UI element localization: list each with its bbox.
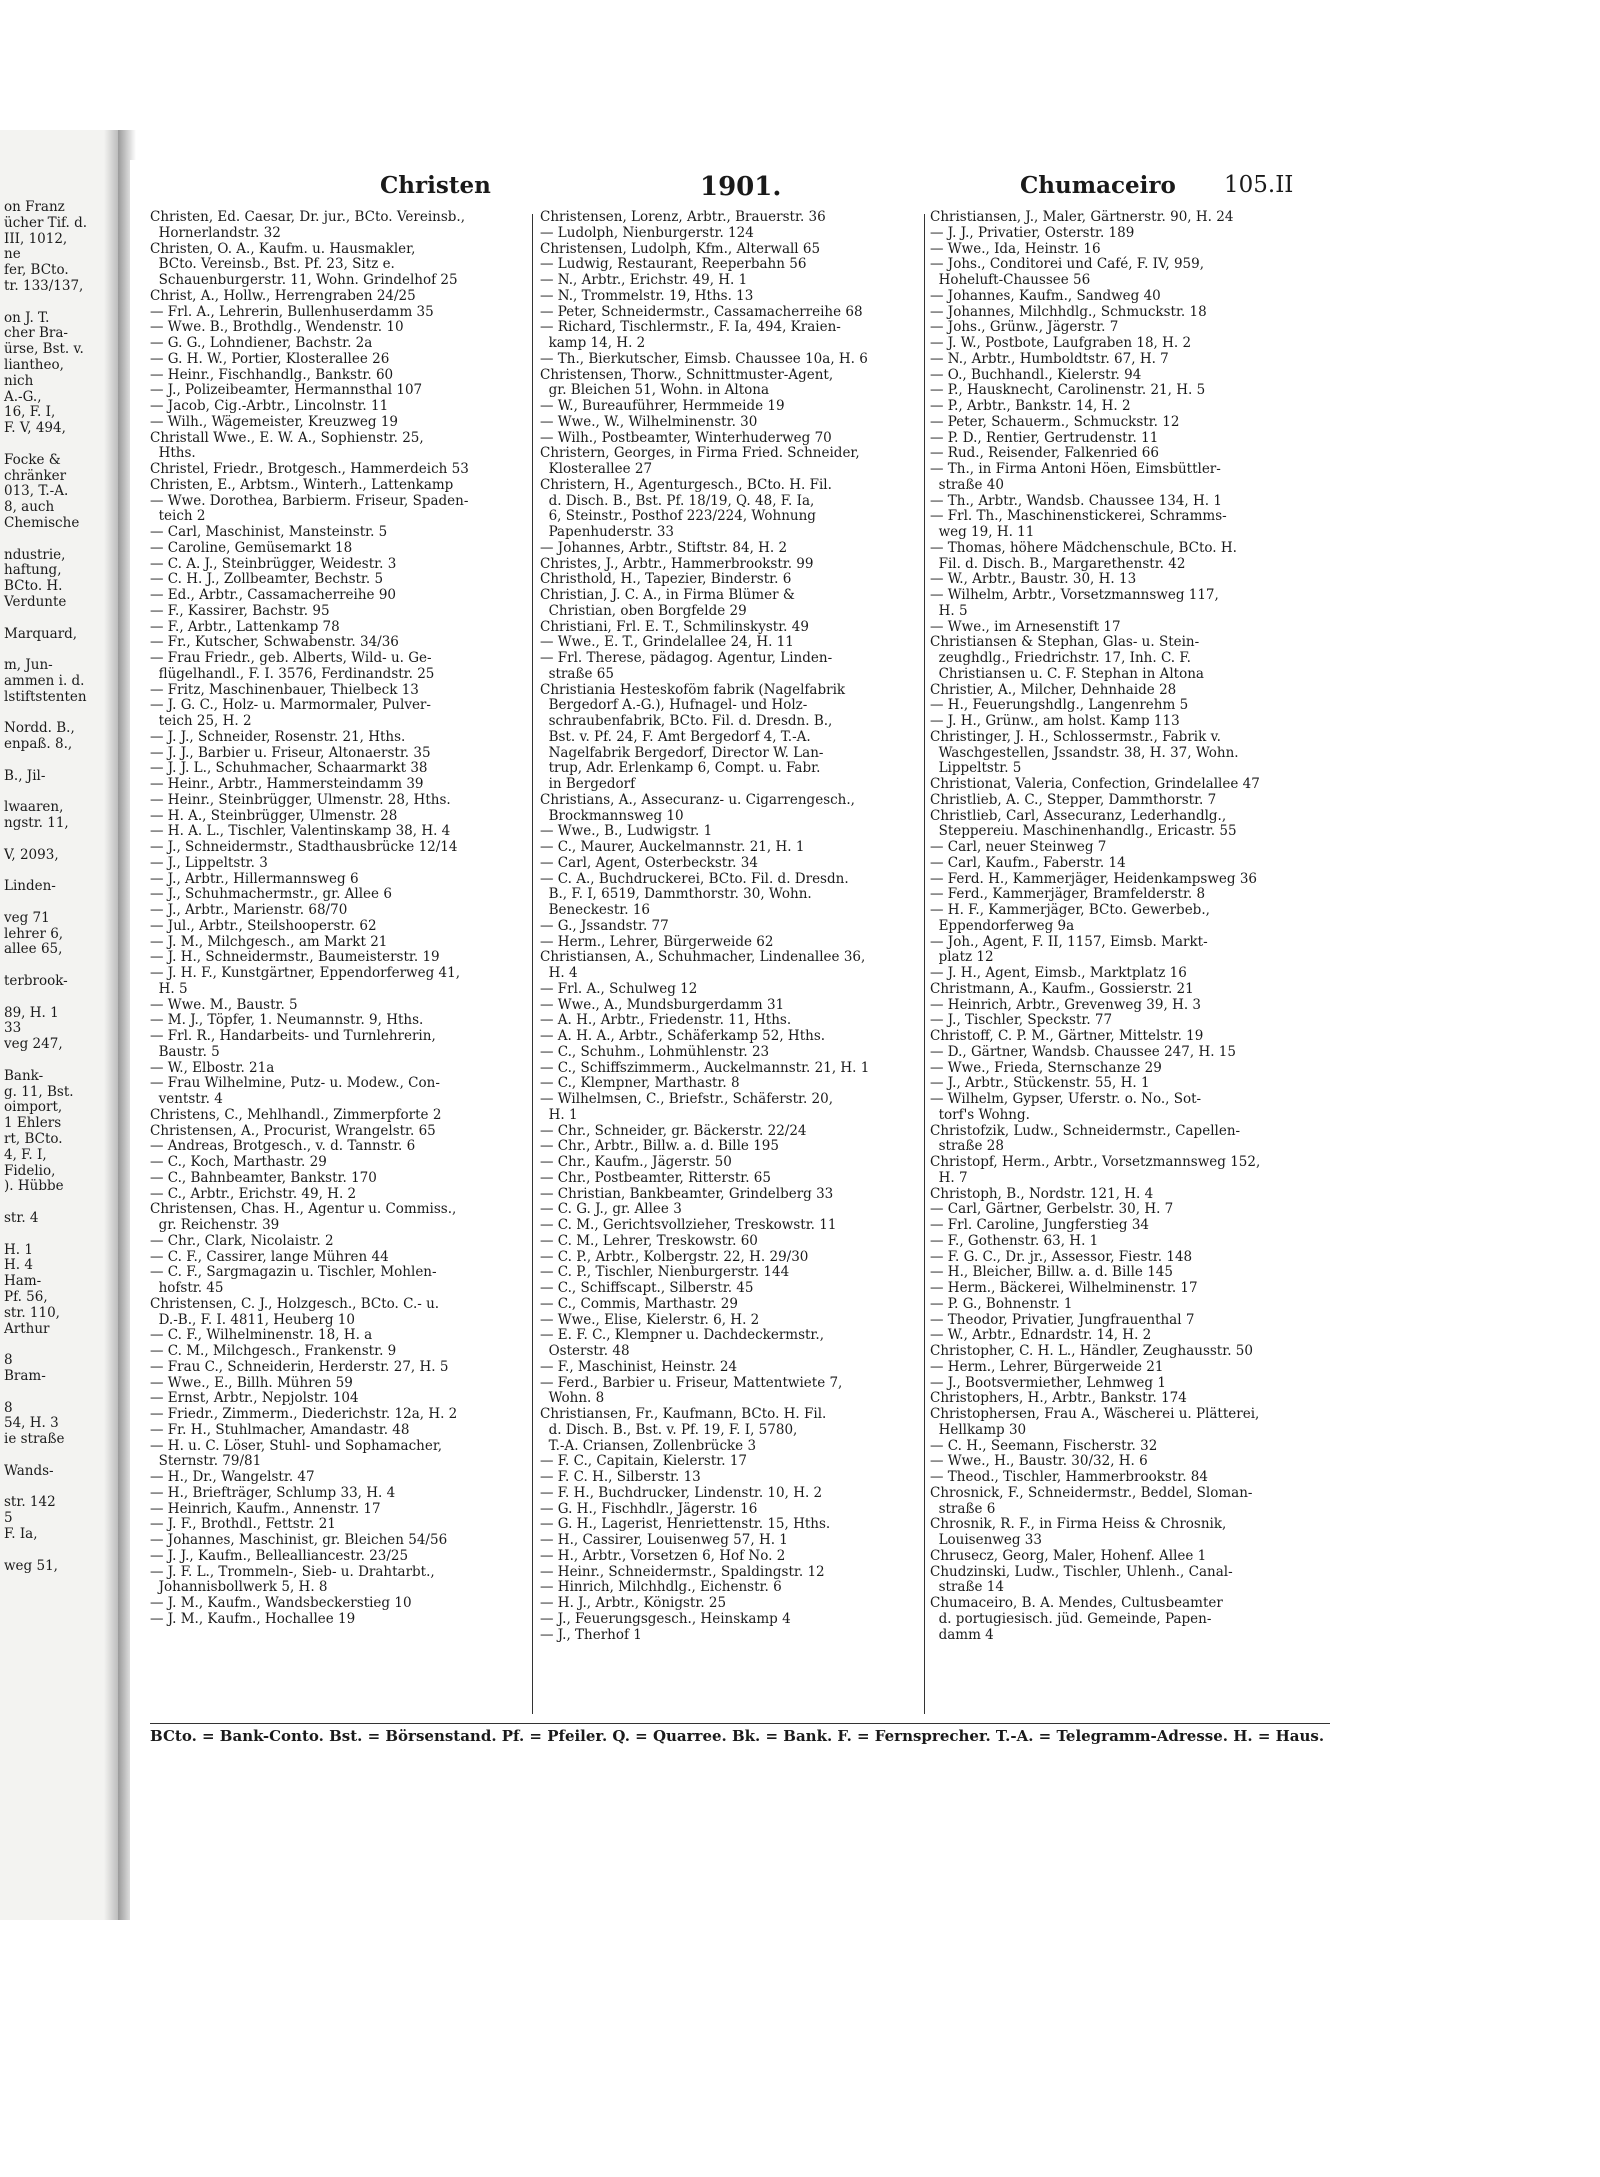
directory-entry-line: — J. H., Schneidermstr., Baumeisterstr. 19 [150, 949, 440, 966]
directory-entry-line: — Thomas, höhere Mädchenschule, BCto. H. [930, 539, 1237, 556]
directory-entry-line: — Wilh., Postbeamter, Winterhuderweg 70 [540, 429, 832, 446]
directory-entry-line: — H. A. L., Tischler, Valentinskamp 38, H. 4 [150, 823, 451, 840]
directory-entry-line: — Chr., Clark, Nicolaistr. 2 [150, 1232, 334, 1249]
directory-entry-line: — J., Lippeltstr. 3 [150, 854, 268, 871]
directory-entry-line: Wohn. 8 [540, 1390, 605, 1407]
directory-entry-line: — F., Kassirer, Bachstr. 95 [150, 602, 330, 619]
directory-entry-line: — Herm., Lehrer, Bürgerweide 62 [540, 933, 774, 950]
facing-page-text: on Franz ücher Tif. d. III, 1012, ne fer, BCto. tr. 133/137, on J. T. cher Bra- ürse, Bst. v. liantheo, nich A.-G., 16, F. I, F. V, 494, Focke & chränker 013, T.-A. 8, auch Chemische ndustrie, haftung, BCto. H. Verdunte Marquard, m, Jun- ammen i. d. lstiftstenten Nordd. B., enpaß. 8., B., Jil- lwaaren, ngstr. 11, V, 2093, Linden- veg 71 lehrer 6, allee 65, terbrook- 89, H. 1 33 veg 247, Bank- g. 11, Bst. oimport, 1 Ehlers rt, BCto. 4, F. I, Fidelio, ). Hübbe str. 4 H. 1 H. 4 Ham- Pf. 56, str. 110, Arthur 8 Bram- 8 54, H. 3 ie straße Wands- str. 142 5 F. Ia, weg 51, [4, 199, 88, 1574]
directory-entry-line: — C. A. J., Steinbrügger, Weidestr. 3 [150, 555, 397, 572]
directory-entry-line: — F., Arbtr., Lattenkamp 78 [150, 618, 340, 635]
directory-entry-line: Christensen, Ludolph, Kfm., Alterwall 65 [540, 240, 821, 257]
header-left-keyword: Christen [380, 172, 491, 199]
directory-entry-line: — C. P., Tischler, Nienburgerstr. 144 [540, 1264, 790, 1281]
directory-entry-line: — J., Schneidermstr., Stadthausbrücke 12/14 [150, 839, 458, 855]
directory-entry-line: — J. W., Postbote, Laufgraben 18, H. 2 [930, 335, 1192, 351]
directory-entry-line: teich 2 [150, 508, 206, 525]
directory-entry-line: Christensen, Chas. H., Agentur u. Commiss., [150, 1201, 457, 1218]
directory-entry-line: — W., Arbtr., Baustr. 30, H. 13 [930, 571, 1137, 588]
directory-entry-line: platz 12 [930, 949, 994, 966]
directory-entry-line: Christensen, A., Procurist, Wrangelstr. 65 [150, 1122, 436, 1139]
header-year: 1901. [700, 172, 782, 202]
directory-entry-line: — Frl. Caroline, Jungferstieg 34 [930, 1217, 1150, 1233]
directory-entry-line: — Wwe. Dorothea, Barbierm. Friseur, Spaden- [150, 492, 469, 509]
directory-entry-line: Bergedorf A.-G.), Hufnagel- und Holz- [540, 697, 808, 714]
directory-entry-line: Eppendorferweg 9a [930, 917, 1075, 934]
directory-entry-line: — C., Schiffscapt., Silberstr. 45 [540, 1280, 754, 1296]
directory-entry-line: — P. G., Bohnenstr. 1 [930, 1295, 1073, 1312]
directory-entry-line: — J., Arbtr., Stückenstr. 55, H. 1 [930, 1075, 1150, 1092]
directory-entry-line: — Th., Arbtr., Wandsb. Chaussee 134, H. 1 [930, 492, 1222, 509]
directory-entry-line: Baustr. 5 [150, 1043, 220, 1060]
page-number: 105.II [1224, 172, 1294, 198]
directory-entry-line: — Frl. Therese, pädagog. Agentur, Linden- [540, 650, 833, 666]
directory-entry-line: — Wwe., E., Billh. Mühren 59 [150, 1374, 353, 1391]
directory-entry-line: — J. H. F., Kunstgärtner, Eppendorferweg 41, [150, 965, 460, 981]
directory-entry-line: H. 5 [930, 602, 968, 619]
directory-entry-line: — C., Arbtr., Erichstr. 49, H. 2 [150, 1185, 357, 1202]
directory-entry-line: — Ed., Arbtr., Cassamacherreihe 90 [150, 587, 397, 603]
directory-entry-line: — J., Tischler, Speckstr. 77 [930, 1012, 1113, 1029]
directory-entry-line: — C. G. J., gr. Allee 3 [540, 1201, 682, 1218]
directory-entry-line: — Ferd., Barbier u. Friseur, Mattentwiete 7, [540, 1374, 843, 1391]
directory-entry-line: — F., Gothenstr. 63, H. 1 [930, 1232, 1099, 1249]
directory-entry-line: — J. J., Privatier, Osterstr. 189 [930, 224, 1135, 241]
directory-entry-line: — Wilhelmsen, C., Briefstr., Schäferstr. 20, [540, 1091, 834, 1107]
directory-entry-line: Christen, Ed. Caesar, Dr. jur., BCto. Vereinsb., [150, 210, 465, 225]
directory-entry-line: Klosterallee 27 [540, 461, 653, 477]
directory-entry-line: Christier, A., Milcher, Dehnhaide 28 [930, 681, 1177, 698]
directory-entry-line: straße 6 [930, 1500, 996, 1517]
directory-entry-line: — N., Trommelstr. 19, Hths. 13 [540, 287, 754, 304]
directory-entry-line: Christlieb, Carl, Assecuranz, Lederhandlg., [930, 807, 1227, 824]
directory-entry-line: — Heinr., Schneidermstr., Spaldingstr. 12 [540, 1563, 825, 1580]
directory-entry-line: — F. H., Buchdrucker, Lindenstr. 10, H. 2 [540, 1484, 823, 1501]
directory-entry-line: in Bergedorf [540, 776, 636, 792]
directory-entry-line: — G. H. W., Portier, Klosterallee 26 [150, 350, 390, 367]
directory-entry-line: Chudzinski, Ludw., Tischler, Uhlenh., Canal- [930, 1563, 1233, 1580]
directory-entry-line: — Joh., Agent, F. II, 1157, Eimsb. Markt- [930, 933, 1208, 950]
directory-entry-line: Christlieb, A. C., Stepper, Dammthorstr. 7 [930, 791, 1217, 808]
directory-entry-line: — H. A., Steinbrügger, Ulmenstr. 28 [150, 807, 398, 824]
directory-entry-line: — C., Klempner, Marthastr. 8 [540, 1075, 740, 1092]
directory-entry-line: — C., Commis, Marthastr. 29 [540, 1295, 738, 1312]
directory-entry-line: weg 19, H. 11 [930, 524, 1035, 540]
directory-entry-line: — C., Koch, Marthastr. 29 [150, 1154, 327, 1170]
directory-entry-line: Christern, Georges, in Firma Fried. Schneider, [540, 445, 860, 462]
directory-entry-line: Christopf, Herm., Arbtr., Vorsetzmannsweg 152, [930, 1154, 1261, 1170]
directory-entry-line: — Carl, Gärtner, Gerbelstr. 30, H. 7 [930, 1201, 1174, 1218]
directory-entry-line: Louisenweg 33 [930, 1532, 1042, 1548]
directory-entry-line: — N., Arbtr., Humboldtstr. 67, H. 7 [930, 350, 1169, 367]
directory-entry-line: flügelhandl., F. I. 3576, Ferdinandstr. 25 [150, 665, 435, 682]
directory-entry-line: — P., Hausknecht, Carolinenstr. 21, H. 5 [930, 382, 1206, 399]
directory-entry-line: Sternstr. 79/81 [150, 1453, 262, 1470]
directory-entry-line: — Wwe., Frieda, Sternschanze 29 [930, 1059, 1162, 1076]
directory-entry-line: Christophersen, Frau A., Wäscherei u. Plätterei, [930, 1406, 1260, 1422]
directory-entry-line: H. 4 [540, 965, 578, 981]
directory-entry-line: — J., Arbtr., Marienstr. 68/70 [150, 902, 348, 918]
directory-entry-line: Lippeltstr. 5 [930, 760, 1022, 777]
directory-entry-line: — Johannes, Arbtr., Stiftstr. 84, H. 2 [540, 539, 788, 556]
directory-entry-line: Brockmannsweg 10 [540, 807, 684, 824]
directory-entry-line: Christopher, C. H. L., Händler, Zeughausstr. 50 [930, 1343, 1253, 1359]
directory-entry-line: — J. F. L., Trommeln-, Sieb- u. Drahtarbt., [150, 1563, 435, 1580]
directory-entry-line: straße 65 [540, 665, 614, 682]
directory-entry-line: — Wwe., Elise, Kielerstr. 6, H. 2 [540, 1311, 760, 1328]
directory-entry-line: — Wilhelm, Gypser, Uferstr. o. No., Sot- [930, 1091, 1202, 1107]
directory-entry-line: — Herm., Lehrer, Bürgerweide 21 [930, 1358, 1164, 1375]
directory-entry-line: — Frl. R., Handarbeits- und Turnlehrerin, [150, 1028, 436, 1044]
directory-entry-line: Steppereiu. Maschinenhandlg., Ericastr. 55 [930, 823, 1237, 840]
directory-entry-line: — F., Maschinist, Heinstr. 24 [540, 1358, 738, 1375]
directory-entry-line: — Wwe., B., Ludwigstr. 1 [540, 823, 713, 840]
directory-entry-line: — Wwe., Ida, Heinstr. 16 [930, 240, 1101, 257]
directory-entry-line: — Chr., Kaufm., Jägerstr. 50 [540, 1154, 732, 1170]
directory-entry-line: — C., Maurer, Auckelmannstr. 21, H. 1 [540, 839, 805, 855]
directory-page [130, 160, 1340, 1930]
directory-entry-line: — Th., in Firma Antoni Höen, Eimsbüttler- [930, 461, 1221, 477]
directory-entry-line: — J. M., Kaufm., Wandsbeckerstieg 10 [150, 1595, 412, 1611]
directory-entry-line: Schauenburgerstr. 11, Wohn. Grindelhof 25 [150, 272, 458, 288]
directory-entry-line: — C. A., Buchdruckerei, BCto. Fil. d. Dresdn. [540, 870, 849, 887]
directory-entry-line: trup, Adr. Erlenkamp 6, Compt. u. Fabr. [540, 760, 821, 777]
directory-entry-line: Johannisbollwerk 5, H. 8 [150, 1579, 328, 1596]
directory-entry-line: Christens, C., Mehlhandl., Zimmerpforte 2 [150, 1106, 442, 1123]
directory-entry-line: B., F. I, 6519, Dammthorstr. 30, Wohn. [540, 886, 812, 903]
directory-entry-line: damm 4 [930, 1626, 994, 1643]
directory-entry-line: Christiansen u. C. F. Stephan in Altona [930, 665, 1204, 682]
directory-entry-line: Christel, Friedr., Brotgesch., Hammerdeich 53 [150, 461, 469, 477]
abbreviation-legend: BCto. = Bank-Conto. Bst. = Börsenstand. Pf. = Pfeiler. Q. = Quarree. Bk. = Bank. F. = Fernsprecher. T.-A. = Telegramm-Adresse. H. = Haus. [150, 1723, 1330, 1745]
directory-entry-line: Chrosnik, R. F., in Firma Heiss & Chrosnik, [930, 1516, 1227, 1533]
directory-entry-line: — Wilh., Wägemeister, Kreuzweg 19 [150, 413, 399, 430]
directory-entry-line: — J., Schuhmachermstr., gr. Allee 6 [150, 886, 392, 903]
directory-entry-line: Christen, E., Arbtsm., Winterh., Lattenkamp [150, 476, 454, 493]
directory-entry-line: Christiansen, A., Schuhmacher, Lindenallee 36, [540, 949, 866, 966]
directory-entry-line: Christians, A., Assecuranz- u. Cigarrengesch., [540, 791, 855, 808]
directory-entry-line: H. 1 [540, 1106, 578, 1123]
directory-entry-line: — C. H., Seemann, Fischerstr. 32 [930, 1437, 1158, 1454]
directory-entry-line: — Chr., Postbeamter, Ritterstr. 65 [540, 1169, 771, 1186]
directory-entry-line: — Friedr., Zimmerm., Diederichstr. 12a, H. 2 [150, 1406, 458, 1422]
directory-entry-line: — Heinrich, Kaufm., Annenstr. 17 [150, 1500, 381, 1517]
directory-entry-line: — P. D., Rentier, Gertrudenstr. 11 [930, 429, 1159, 446]
directory-entry-line: Christiansen, J., Maler, Gärtnerstr. 90, H. 24 [930, 210, 1234, 225]
directory-entry-line: — J., Polizeibeamter, Hermannsthal 107 [150, 382, 423, 399]
directory-entry-line: Christall Wwe., E. W. A., Sophienstr. 25, [150, 429, 424, 446]
directory-entry-line: — J., Bootsvermiether, Lehmweg 1 [930, 1374, 1166, 1391]
directory-entry-line: — H., Arbtr., Vorsetzen 6, Hof No. 2 [540, 1547, 786, 1564]
directory-entry-line: — Frl. A., Schulweg 12 [540, 980, 698, 997]
directory-entry-line: Chumaceiro, B. A. Mendes, Cultusbeamter [930, 1595, 1223, 1611]
directory-entry-line: Christoff, C. P. M., Gärtner, Mittelstr. 19 [930, 1028, 1204, 1044]
directory-entry-line: — C. M., Gerichtsvollzieher, Treskowstr. 11 [540, 1217, 837, 1233]
directory-entry-line: — J. F., Brothdl., Fettstr. 21 [150, 1516, 336, 1533]
directory-entry-line: — J. J., Kaufm., Bellealliancestr. 23/25 [150, 1547, 409, 1564]
directory-entry-line: — D., Gärtner, Wandsb. Chaussee 247, H. 15 [930, 1043, 1236, 1060]
directory-entry-line: Christofzik, Ludw., Schneidermstr., Capellen- [930, 1122, 1241, 1139]
directory-entry-line: D.-B., F. I. 4811, Heuberg 10 [150, 1311, 355, 1328]
directory-entry-line: — J., Therhof 1 [540, 1626, 642, 1643]
directory-entry-line: — Andreas, Brotgesch., v. d. Tannstr. 6 [150, 1138, 416, 1155]
directory-entry-line: — Frl. A., Lehrerin, Bullenhuserdamm 35 [150, 303, 434, 320]
header-right-keyword: Chumaceiro [1020, 172, 1176, 199]
directory-entry-line: — Wwe., E. T., Grindelallee 24, H. 11 [540, 634, 794, 651]
directory-entry-line: — Carl, neuer Steinweg 7 [930, 839, 1107, 855]
directory-entry-line: Hoheluft-Chaussee 56 [930, 272, 1091, 288]
directory-entry-line: Osterstr. 48 [540, 1343, 630, 1359]
directory-entry-line: Christian, J. C. A., in Firma Blümer & [540, 587, 795, 603]
directory-entry-line: — Wwe., im Arnesenstift 17 [930, 618, 1121, 635]
directory-entry-line: — Theodor, Privatier, Jungfrauenthal 7 [930, 1311, 1195, 1328]
directory-entry-line: — G., Jssandstr. 77 [540, 917, 669, 934]
directory-entry-line: — C. M., Lehrer, Treskowstr. 60 [540, 1232, 758, 1249]
directory-entry-line: Christhold, H., Tapezier, Binderstr. 6 [540, 571, 792, 588]
directory-entry-line: d. portugiesisch. jüd. Gemeinde, Papen- [930, 1610, 1212, 1627]
directory-entry-line: Christophers, H., Arbtr., Bankstr. 174 [930, 1390, 1187, 1407]
directory-entry-line: — Richard, Tischlermstr., F. Ia, 494, Kraien- [540, 319, 841, 336]
directory-entry-line: — Wilhelm, Arbtr., Vorsetzmannsweg 117, [930, 587, 1219, 603]
directory-entry-line: — W., Elbostr. 21a [150, 1059, 275, 1076]
directory-entry-line: Christmann, A., Kaufm., Gossierstr. 21 [930, 980, 1194, 997]
directory-entry-line: Christoph, B., Nordstr. 121, H. 4 [930, 1185, 1154, 1202]
directory-entry-line: — H., Bleicher, Billw. a. d. Bille 145 [930, 1264, 1173, 1281]
directory-entry-line: — Jacob, Cig.-Arbtr., Lincolnstr. 11 [150, 398, 389, 414]
directory-entry-line: — Fr. H., Stuhlmacher, Amandastr. 48 [150, 1421, 410, 1438]
directory-entry-line: — Frau Friedr., geb. Alberts, Wild- u. Ge- [150, 650, 432, 666]
directory-entry-line: — H. u. C. Löser, Stuhl- und Sophamacher, [150, 1437, 443, 1454]
directory-entry-line: — J. J., Barbier u. Friseur, Altonaerstr. 35 [150, 744, 431, 761]
directory-entry-line: — C. F., Cassirer, lange Mühren 44 [150, 1248, 389, 1265]
directory-entry-line: T.-A. Criansen, Zollenbrücke 3 [540, 1437, 757, 1454]
directory-entry-line: straße 28 [930, 1138, 1004, 1155]
directory-entry-line: Bst. v. Pf. 24, F. Amt Bergedorf 4, T.-A. [540, 728, 811, 745]
directory-entry-line: — Christian, Bankbeamter, Grindelberg 33 [540, 1185, 834, 1202]
directory-entry-line: — Ludolph, Nienburgerstr. 124 [540, 224, 754, 241]
directory-entry-line: — Heinrich, Arbtr., Grevenweg 39, H. 3 [930, 996, 1202, 1013]
directory-entry-line: — Carl, Kaufm., Faberstr. 14 [930, 854, 1126, 871]
directory-entry-line: zeughdlg., Friedrichstr. 17, Inh. C. F. [930, 650, 1191, 666]
directory-entry-line: Christionat, Valeria, Confection, Grindelallee 47 [930, 776, 1260, 792]
directory-entry-line: — Peter, Schneidermstr., Cassamacherreihe 68 [540, 303, 863, 320]
directory-entry-line: Christinger, J. H., Schlossermstr., Fabrik v. [930, 728, 1221, 745]
directory-entry-line: Christensen, C. J., Holzgesch., BCto. C.- u. [150, 1295, 440, 1312]
directory-entry-line: Christensen, Lorenz, Arbtr., Brauerstr. 36 [540, 210, 826, 225]
directory-entry-line: — Frl. Th., Maschinenstickerei, Schramms- [930, 508, 1227, 525]
directory-entry-line: — W., Arbtr., Ednardstr. 14, H. 2 [930, 1327, 1152, 1344]
directory-entry-line: — J. H., Grünw., am holst. Kamp 113 [930, 713, 1180, 729]
directory-entry-line: — J. J., Schneider, Rosenstr. 21, Hths. [150, 728, 406, 745]
directory-entry-line: — N., Arbtr., Erichstr. 49, H. 1 [540, 272, 748, 288]
directory-entry-line: — M. J., Töpfer, 1. Neumannstr. 9, Hths. [150, 1012, 424, 1029]
directory-entry-line: — C. F., Sargmagazin u. Tischler, Mohlen- [150, 1264, 437, 1281]
directory-entry-line: H. 5 [150, 980, 188, 997]
directory-entry-line: — Heinr., Arbtr., Hammersteindamm 39 [150, 776, 424, 792]
directory-entry-line: Christern, H., Agenturgesch., BCto. H. Fil. [540, 476, 832, 493]
directory-entry-line: Christiansen, Fr., Kaufmann, BCto. H. Fil. [540, 1406, 827, 1422]
directory-entry-line: Christen, O. A., Kaufm. u. Hausmakler, [150, 240, 416, 257]
directory-entry-line: — G. G., Lohndiener, Bachstr. 2a [150, 335, 373, 351]
directory-entry-line: straße 40 [930, 476, 1004, 493]
directory-entry-line: Chrosnick, F., Schneidermstr., Beddel, Sloman- [930, 1484, 1253, 1501]
directory-entry-line: — C. F., Wilhelminenstr. 18, H. a [150, 1327, 373, 1344]
directory-entry-line: Christ, A., Hollw., Herrengraben 24/25 [150, 287, 416, 304]
page-gutter [104, 130, 118, 1920]
directory-entry-line: — Carl, Agent, Osterbeckstr. 34 [540, 854, 758, 871]
directory-entry-line: gr. Bleichen 51, Wohn. in Altona [540, 382, 770, 399]
directory-entry-line: — F. G. C., Dr. jr., Assessor, Fiestr. 148 [930, 1248, 1193, 1265]
directory-entry-line: teich 25, H. 2 [150, 713, 252, 729]
directory-entry-line: — P., Arbtr., Bankstr. 14, H. 2 [930, 398, 1131, 414]
directory-entry-line: — J., Feuerungsgesch., Heinskamp 4 [540, 1610, 791, 1627]
directory-entry-line: Papenhuderstr. 33 [540, 524, 674, 540]
directory-entry-line: — Caroline, Gemüsemarkt 18 [150, 539, 353, 556]
directory-entry-line: — F. C., Capitain, Kielerstr. 17 [540, 1453, 748, 1470]
directory-entry-line: — Frau Wilhelmine, Putz- u. Modew., Con- [150, 1075, 440, 1092]
directory-entry-line: d. Disch. B., Bst. v. Pf. 19, F. I, 5780, [540, 1421, 798, 1438]
directory-entry-line: — H. J., Arbtr., Königstr. 25 [540, 1595, 727, 1611]
column-divider [532, 214, 533, 1714]
directory-entry-line: schraubenfabrik, BCto. Fil. d. Dresdn. B., [540, 713, 833, 729]
directory-entry-line: hofstr. 45 [150, 1280, 224, 1296]
directory-entry-line: — E. F. C., Klempner u. Dachdeckermstr., [540, 1327, 824, 1344]
directory-entry-line: — Ferd., Kammerjäger, Bramfelderstr. 8 [930, 886, 1206, 903]
directory-entry-line: Christiania Hesteskoföm fabrik (Nagelfabrik [540, 681, 846, 698]
directory-entry-line: — Wwe. B., Brothdlg., Wendenstr. 10 [150, 319, 404, 336]
directory-entry-line: Christiansen & Stephan, Glas- u. Stein- [930, 634, 1200, 651]
directory-entry-line: — C. P., Arbtr., Kolbergstr. 22, H. 29/30 [540, 1248, 809, 1265]
directory-entry-line: — Wwe. M., Baustr. 5 [150, 996, 298, 1013]
directory-entry-line: torf's Wohng. [930, 1106, 1030, 1123]
directory-entry-line: — Peter, Schauerm., Schmuckstr. 12 [930, 413, 1180, 430]
directory-entry-line: — Johannes, Milchhdlg., Schmuckstr. 18 [930, 303, 1207, 320]
directory-entry-line: — J. J. L., Schuhmacher, Schaarmarkt 38 [150, 760, 428, 777]
directory-entry-line: — Rud., Reisender, Falkenried 66 [930, 445, 1159, 462]
directory-entry-line: — Hinrich, Milchhdlg., Eichenstr. 6 [540, 1579, 782, 1596]
directory-entry-line: Christensen, Thorw., Schnittmuster-Agent, [540, 366, 834, 383]
directory-entry-line: — Heinr., Steinbrügger, Ulmenstr. 28, Hths. [150, 791, 451, 808]
directory-entry-line: — J. M., Kaufm., Hochallee 19 [150, 1610, 356, 1627]
directory-entry-line: Hornerlandstr. 32 [150, 224, 281, 241]
directory-entry-line: — Johs., Grünw., Jägerstr. 7 [930, 319, 1119, 336]
directory-entry-line: Nagelfabrik Bergedorf, Director W. Lan- [540, 744, 824, 761]
directory-entry-line: — Theod., Tischler, Hammerbrookstr. 84 [930, 1469, 1208, 1485]
directory-entry-line: Christian, oben Borgfelde 29 [540, 602, 747, 619]
directory-entry-line: BCto. Vereinsb., Bst. Pf. 23, Sitz e. [150, 256, 395, 273]
directory-entry-line: — C. M., Milchgesch., Frankenstr. 9 [150, 1343, 397, 1359]
directory-entry-line: — Johannes, Kaufm., Sandweg 40 [930, 287, 1161, 304]
directory-entry-line: — Heinr., Fischhandlg., Bankstr. 60 [150, 366, 394, 383]
column-divider [924, 214, 925, 1714]
directory-entry-line: — F. C. H., Silberstr. 13 [540, 1469, 701, 1485]
directory-entry-line: — J., Arbtr., Hillermannsweg 6 [150, 870, 359, 887]
directory-entry-line: — Wwe., A., Mundsburgerdamm 31 [540, 996, 785, 1013]
directory-entry-line: — Johs., Conditorei und Café, F. IV, 959, [930, 256, 1205, 273]
directory-entry-line: Fil. d. Disch. B., Margarethenstr. 42 [930, 555, 1186, 572]
directory-entry-line: — Ludwig, Restaurant, Reeperbahn 56 [540, 256, 807, 273]
directory-entry-line: — J. M., Milchgesch., am Markt 21 [150, 933, 388, 950]
directory-entry-line: — A. H. A., Arbtr., Schäferkamp 52, Hths. [540, 1028, 826, 1044]
directory-entry-line: straße 14 [930, 1579, 1004, 1596]
directory-entry-line: — H., Dr., Wangelstr. 47 [150, 1469, 315, 1485]
directory-entry-line: Waschgestellen, Jssandstr. 38, H. 37, Wohn. [930, 744, 1239, 761]
directory-entry-line: — H., Briefträger, Schlump 33, H. 4 [150, 1484, 396, 1501]
directory-entry-line: — Fritz, Maschinenbauer, Thielbeck 13 [150, 681, 419, 698]
directory-column-3 [930, 210, 1330, 1720]
directory-entry-line: — H., Cassirer, Louisenweg 57, H. 1 [540, 1532, 788, 1548]
directory-entry-line: — Ernst, Arbtr., Nepjolstr. 104 [150, 1390, 359, 1407]
directory-entry-line: — Frau C., Schneiderin, Herderstr. 27, H. 5 [150, 1358, 449, 1375]
directory-entry-line: — Chr., Schneider, gr. Bäckerstr. 22/24 [540, 1122, 807, 1139]
directory-entry-line: 6, Steinstr., Posthof 223/224, Wohnung [540, 508, 816, 525]
directory-entry-line: — W., Bureauführer, Hermmeide 19 [540, 398, 785, 414]
directory-entry-line: — G. H., Lagerist, Henriettenstr. 15, Hths. [540, 1516, 831, 1533]
directory-entry-line: — Wwe., W., Wilhelminenstr. 30 [540, 413, 758, 430]
facing-page-fragment [0, 130, 120, 1920]
directory-entry-line: kamp 14, H. 2 [540, 335, 646, 351]
directory-entry-line: — A. H., Arbtr., Friedenstr. 11, Hths. [540, 1012, 792, 1029]
directory-entry-line: — C. H. J., Zollbeamter, Bechstr. 5 [150, 571, 384, 588]
directory-entry-line: — H., Feuerungshdlg., Langenrehm 5 [930, 697, 1189, 714]
directory-column-1 [150, 210, 520, 1720]
directory-entry-line: — H. F., Kammerjäger, BCto. Gewerbeb., [930, 902, 1210, 918]
directory-entry-line: H. 7 [930, 1169, 968, 1186]
directory-entry-line: d. Disch. B., Bst. Pf. 18/19, Q. 48, F. Ia, [540, 492, 815, 509]
directory-entry-line: — Jul., Arbtr., Steilshooperstr. 62 [150, 917, 377, 934]
directory-entry-line: gr. Reichenstr. 39 [150, 1217, 280, 1233]
directory-entry-line: — Ferd. H., Kammerjäger, Heidenkampsweg 36 [930, 870, 1257, 887]
directory-entry-line: — Carl, Maschinist, Mansteinstr. 5 [150, 524, 388, 540]
directory-entry-line: — Th., Bierkutscher, Eimsb. Chaussee 10a, H. 6 [540, 350, 868, 367]
directory-entry-line: Hths. [150, 445, 196, 462]
directory-column-2 [540, 210, 920, 1720]
directory-entry-line: — G. H., Fischhdlr., Jägerstr. 16 [540, 1500, 758, 1517]
directory-entry-line: — Fr., Kutscher, Schwabenstr. 34/36 [150, 634, 399, 651]
directory-entry-line: Chrusecz, Georg, Maler, Hohenf. Allee 1 [930, 1547, 1207, 1564]
directory-entry-line: ventstr. 4 [150, 1091, 223, 1107]
directory-entry-line: — C., Schuhm., Lohmühlenstr. 23 [540, 1043, 770, 1060]
directory-entry-line: Beneckestr. 16 [540, 902, 650, 918]
directory-entry-line: Christes, J., Arbtr., Hammerbrookstr. 99 [540, 555, 814, 572]
directory-entry-line: — Johannes, Maschinist, gr. Bleichen 54/56 [150, 1532, 448, 1548]
directory-entry-line: — Wwe., H., Baustr. 30/32, H. 6 [930, 1453, 1148, 1470]
page-header [130, 172, 1340, 208]
directory-entry-line: — J. G. C., Holz- u. Marmormaler, Pulver- [150, 697, 431, 714]
directory-entry-line: — J. H., Agent, Eimsb., Marktplatz 16 [930, 965, 1187, 981]
directory-entry-line: — Herm., Bäckerei, Wilhelminenstr. 17 [930, 1280, 1198, 1296]
directory-entry-line: — Chr., Arbtr., Billw. a. d. Bille 195 [540, 1138, 779, 1155]
directory-entry-line: — O., Buchhandl., Kielerstr. 94 [930, 366, 1142, 383]
directory-entry-line: — C., Bahnbeamter, Bankstr. 170 [150, 1169, 377, 1186]
directory-entry-line: — C., Schiffszimmerm., Auckelmannstr. 21, H. 1 [540, 1059, 870, 1076]
directory-entry-line: Hellkamp 30 [930, 1421, 1027, 1438]
directory-entry-line: Christiani, Frl. E. T., Schmilinskystr. 49 [540, 618, 809, 635]
